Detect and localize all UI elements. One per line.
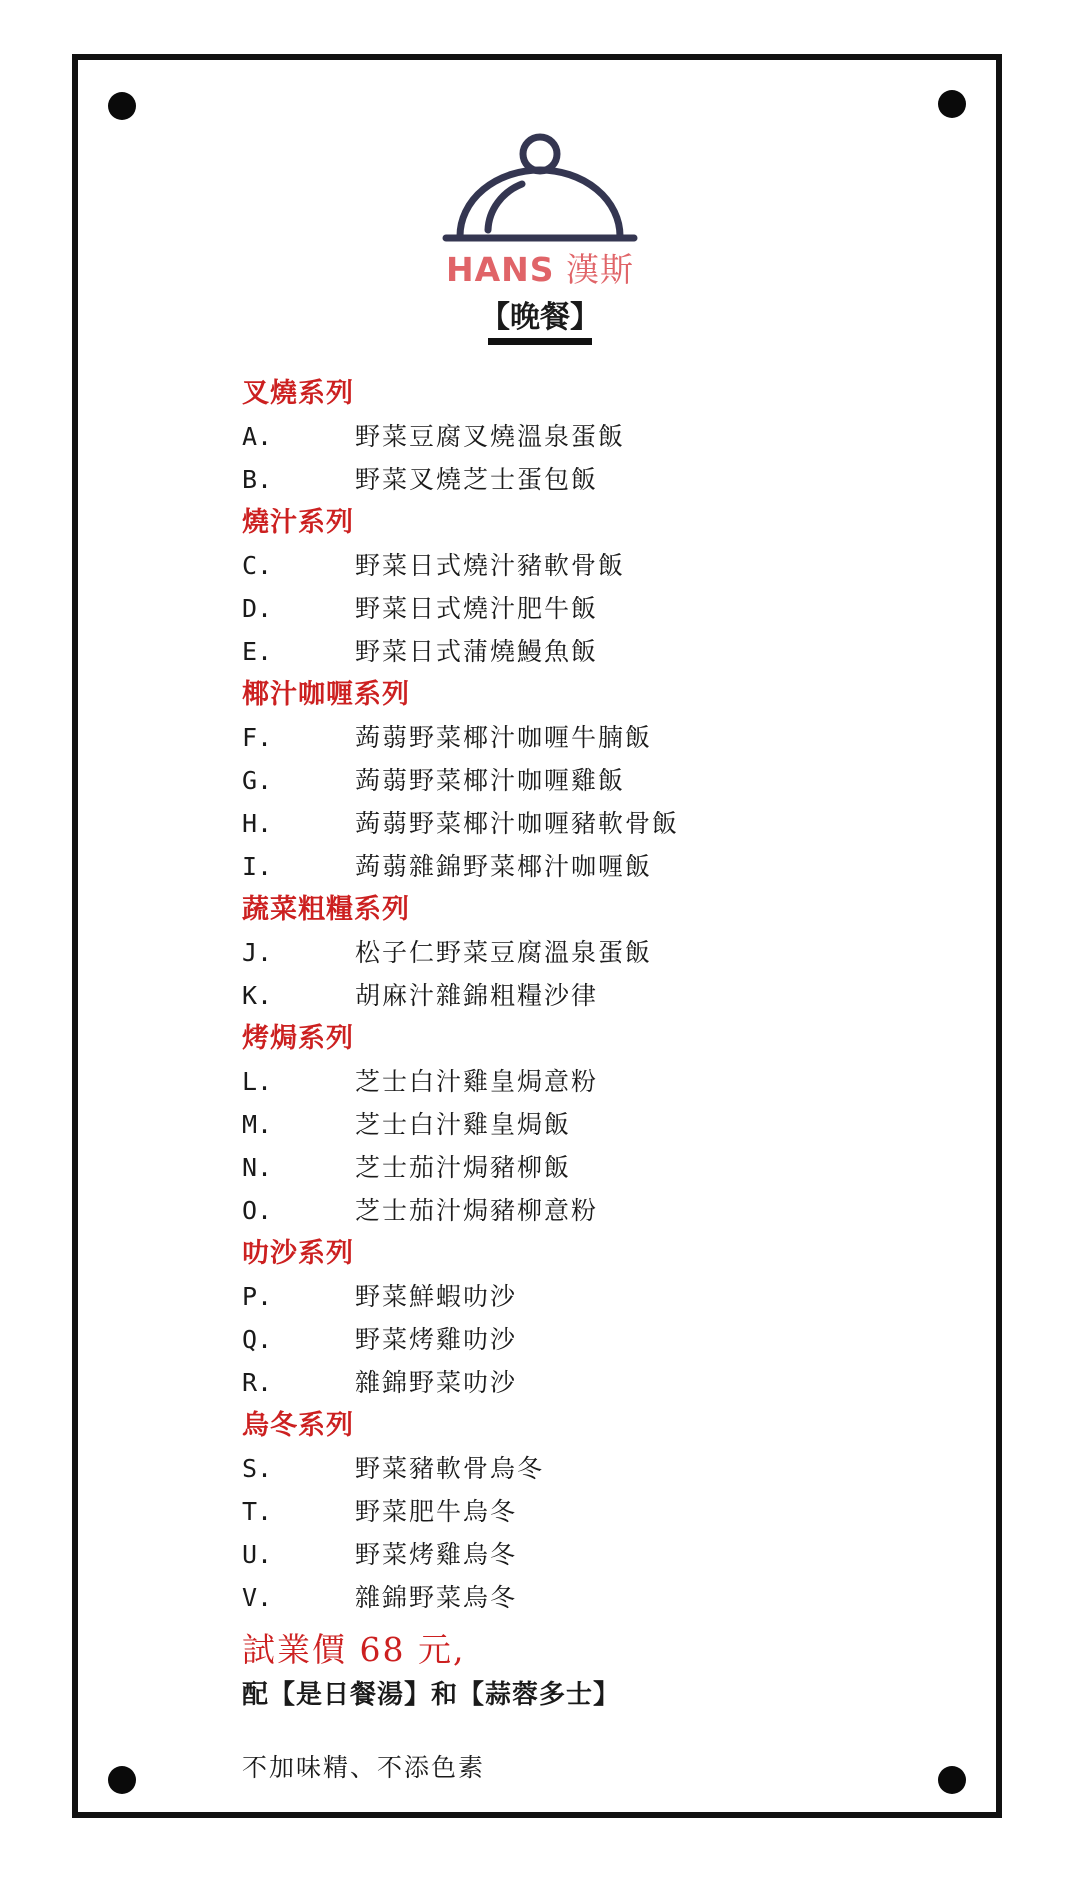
corner-dot-bottom-left [108,1766,136,1794]
corner-dot-top-right [938,90,966,118]
item-letter: C. [242,551,273,580]
item-letter: O. [242,1196,273,1225]
brand-name-zh: 漢斯 [566,250,635,289]
item-name: 蒟蒻野菜椰汁咖喱牛腩飯 [355,723,653,752]
item-letter: U. [242,1540,273,1569]
item-letter: K. [242,981,273,1010]
menu-item [242,630,942,673]
item-name: 野菜日式燒汁肥牛飯 [355,594,599,623]
menu-item [242,458,942,501]
section-laksa [242,1232,942,1404]
item-letter: S. [242,1454,273,1483]
cloche-icon [440,132,640,252]
item-name: 野菜叉燒芝士蛋包飯 [355,465,599,494]
menu-item [242,1318,942,1361]
section-vegetable-grain [242,888,942,1017]
item-name: 芝士茄汁焗豬柳意粉 [355,1196,599,1225]
section-title: 燒汁系列 [242,507,354,538]
item-name: 野菜日式蒲燒鰻魚飯 [355,637,599,666]
item-letter: V. [242,1583,273,1612]
menu-item [242,1576,942,1619]
section-udon [242,1404,942,1619]
item-name: 蒟蒻野菜椰汁咖喱豬軟骨飯 [355,809,680,838]
item-name: 芝士白汁雞皇焗意粉 [355,1067,599,1096]
section-title: 烏冬系列 [242,1410,354,1441]
section-teriyaki [242,501,942,673]
item-letter: I. [242,852,273,881]
menu-item [242,845,942,888]
section-baked [242,1017,942,1232]
menu-item [242,587,942,630]
item-letter: J. [242,938,273,967]
item-letter: B. [242,465,273,494]
menu-item [242,1490,942,1533]
menu-list [242,372,942,1619]
section-char-siu [242,372,942,501]
set-includes: 配【是日餐湯】和【蒜蓉多士】 [242,1680,621,1710]
menu-item [242,1447,942,1490]
item-name: 蒟蒻雜錦野菜椰汁咖喱飯 [355,852,653,881]
section-title: 叉燒系列 [242,378,354,409]
menu-item [242,415,942,458]
item-letter: L. [242,1067,273,1096]
menu-item [242,1275,942,1318]
menu-item [242,1533,942,1576]
section-title: 叻沙系列 [242,1238,354,1269]
item-name: 野菜肥牛烏冬 [355,1497,518,1526]
brand-name-en: HANS [445,250,555,289]
item-letter: F. [242,723,273,752]
item-name: 松子仁野菜豆腐溫泉蛋飯 [355,938,653,967]
item-name: 芝士白汁雞皇焗飯 [355,1110,572,1139]
section-title: 蔬菜粗糧系列 [242,894,410,925]
section-title: 椰汁咖喱系列 [242,679,410,710]
section-title: 烤焗系列 [242,1023,354,1054]
item-name: 野菜日式燒汁豬軟骨飯 [355,551,626,580]
no-msg-note: 不加味精、不添色素 [242,1753,486,1782]
title-underline [488,338,592,345]
item-name: 芝士茄汁焗豬柳飯 [355,1153,572,1182]
item-letter: A. [242,422,273,451]
menu-item [242,931,942,974]
item-name: 雜錦野菜烏冬 [355,1583,518,1612]
item-name: 野菜豬軟骨烏冬 [355,1454,545,1483]
item-name: 野菜烤雞烏冬 [355,1540,518,1569]
item-letter: T. [242,1497,273,1526]
menu-item [242,716,942,759]
item-letter: Q. [242,1325,273,1354]
item-letter: N. [242,1153,273,1182]
menu-item [242,974,942,1017]
brand-name [0,244,1080,291]
item-name: 胡麻汁雜錦粗糧沙律 [355,981,599,1010]
meal-title: 【晚餐】 [480,300,600,335]
trial-price: 試業價 68 元, [242,1630,466,1669]
item-letter: P. [242,1282,273,1311]
item-letter: H. [242,809,273,838]
menu-item [242,1060,942,1103]
item-name: 雜錦野菜叻沙 [355,1368,518,1397]
item-letter: G. [242,766,273,795]
menu-item [242,802,942,845]
corner-dot-bottom-right [938,1766,966,1794]
section-curry [242,673,942,888]
item-name: 蒟蒻野菜椰汁咖喱雞飯 [355,766,626,795]
menu-item [242,544,942,587]
menu-item [242,1361,942,1404]
menu-item [242,759,942,802]
item-name: 野菜鮮蝦叻沙 [355,1282,518,1311]
item-name: 野菜豆腐叉燒溫泉蛋飯 [355,422,626,451]
item-letter: M. [242,1110,273,1139]
item-letter: D. [242,594,273,623]
menu-item [242,1146,942,1189]
menu-item [242,1189,942,1232]
menu-item [242,1103,942,1146]
corner-dot-top-left [108,92,136,120]
item-letter: E. [242,637,273,666]
item-letter: R. [242,1368,273,1397]
item-name: 野菜烤雞叻沙 [355,1325,518,1354]
